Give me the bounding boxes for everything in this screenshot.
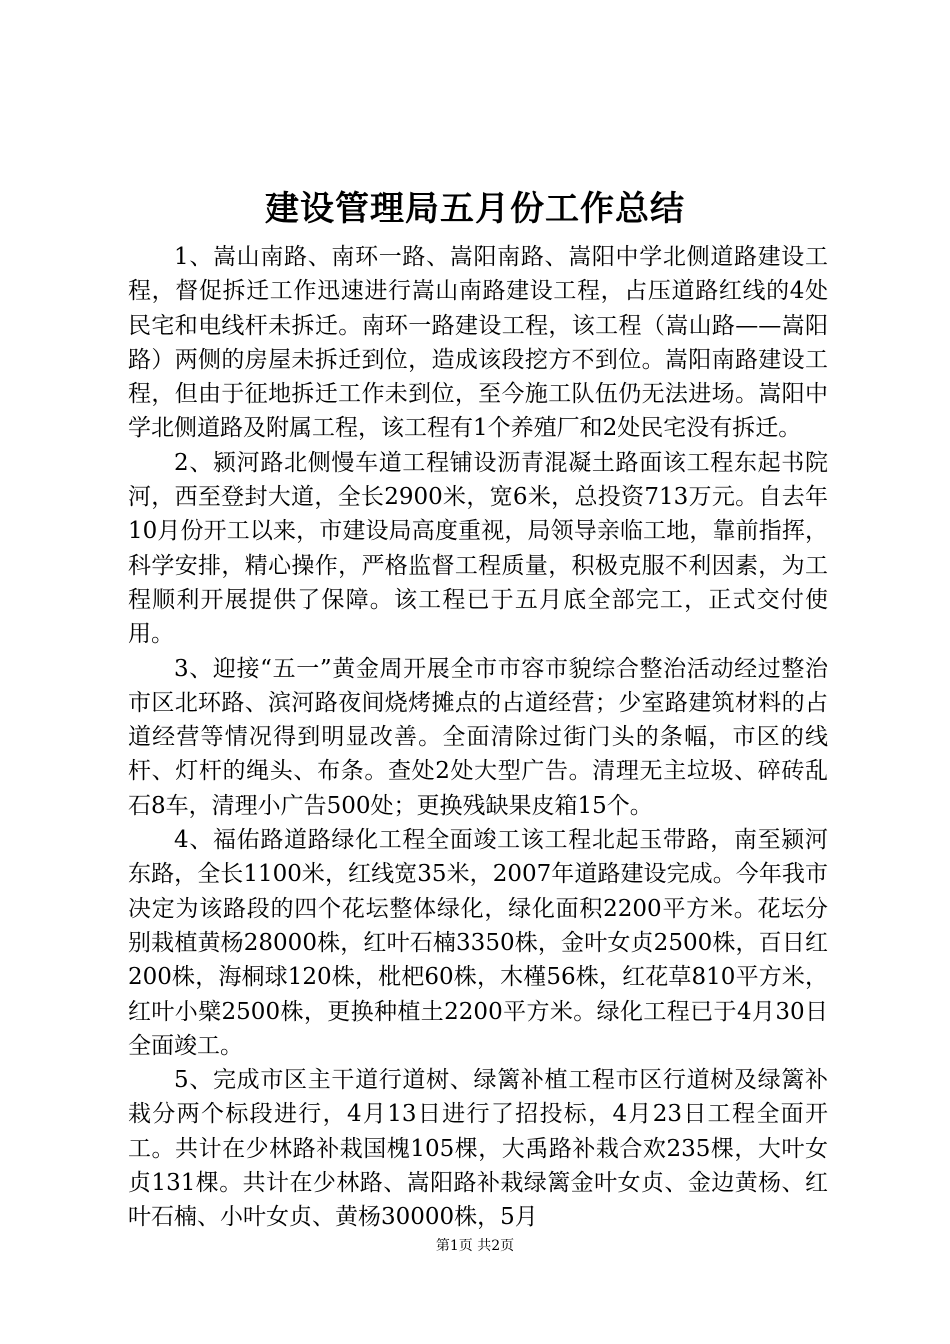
paragraph-3: 3、迎接“五一”黄金周开展全市市容市貌综合整治活动经过整治市区北环路、滨河路夜间烧烤摊点的占道经营；少室路建筑材料的占道经营等情况得到明显改善。全面清除过街门头的条幅，市区的线杆、灯杆的绳头、布条。查处2处大型广告。清理无主垃圾、碎砖乱石8车，清理小广告500处；更换残缺果皮箱15个。 [128,655,828,819]
paragraph-5: 5、完成市区主干道行道树、绿篱补植工程市区行道树及绿篱补栽分两个标段进行，4月13日进行了招投标，4月23日工程全面开工。共计在少林路补栽国槐105棵，大禹路补栽合欢235棵，大叶女贞131棵。共计在少林路、嵩阳路补栽绿篱金叶女贞、金边黄杨、红叶石楠、小叶女贞、黄杨30000株，5月 [128,1067,828,1231]
paragraph-2: 2、颍河路北侧慢车道工程铺设沥青混凝土路面该工程东起书院河，西至登封大道，全长2900米，宽6米，总投资713万元。自去年10月份开工以来，市建设局高度重视，局领导亲临工地，靠前指挥，科学安排，精心操作，严格监督工程质量，积极克服不利因素，为工程顺利开展提供了保障。该工程已于五月底全部完工，正式交付使用。 [128,449,828,648]
document-body [128,240,828,1235]
paragraph-4: 4、福佑路道路绿化工程全面竣工该工程北起玉带路，南至颍河东路，全长1100米，红线宽35米，2007年道路建设完成。今年我市决定为该路段的四个花坛整体绿化，绿化面积2200平方米。花坛分别栽植黄杨28000株，红叶石楠3350株，金叶女贞2500株，百日红200株，海桐球120株，枇杷60株，木槿56株，红花草810平方米，红叶小檗2500株，更换种植土2200平方米。绿化工程已于4月30日全面竣工。 [128,827,828,1059]
page-footer: 第1页 共2页 [435,1238,515,1254]
paragraph-1: 1、嵩山南路、南环一路、嵩阳南路、嵩阳中学北侧道路建设工程，督促拆迁工作迅速进行嵩山南路建设工程，占压道路红线的4处民宅和电线杆未拆迁。南环一路建设工程，该工程（嵩山路——嵩阳路）两侧的房屋未拆迁到位，造成该段挖方不到位。嵩阳南路建设工程，但由于征地拆迁工作未到位，至今施工队伍仍无法进场。嵩阳中学北侧道路及附属工程，该工程有1个养殖厂和2处民宅没有拆迁。 [128,244,828,442]
document-title: 建设管理局五月份工作总结 [265,189,685,229]
